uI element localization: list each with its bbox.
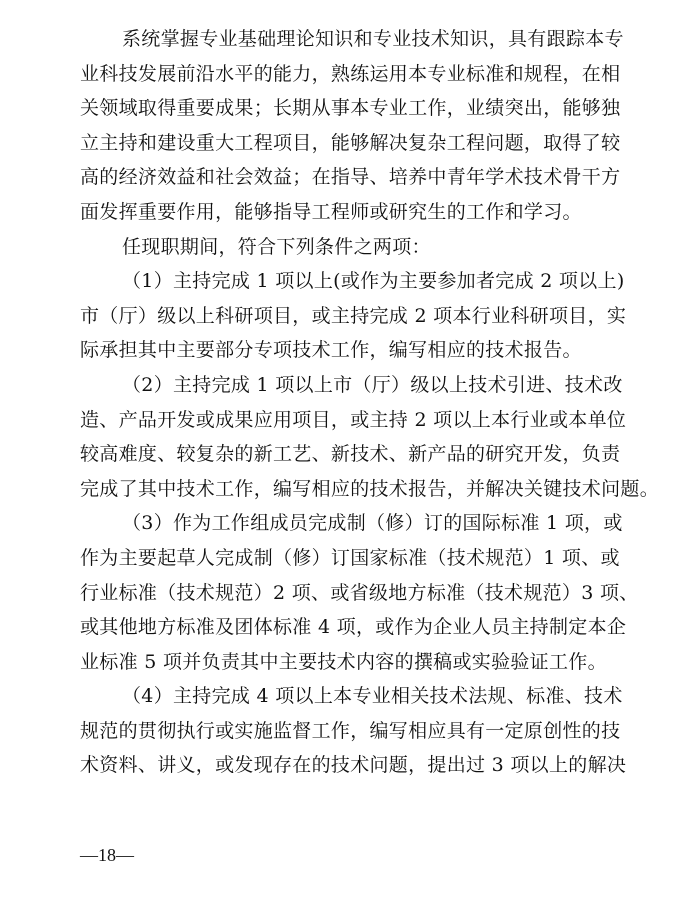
text-line: 际承担其中主要部分专项技术工作，编写相应的技术报告。 xyxy=(80,339,582,362)
text-line: 高的经济效益和社会效益；在指导、培养中青年学术技术骨干方 xyxy=(80,166,621,189)
text-line: 市（厅）级以上科研项目，或主持完成 2 项本行业科研项目，实 xyxy=(80,304,627,327)
text-line: （1）主持完成 1 项以上(或作为主要参加者完成 2 项以上) xyxy=(122,270,625,293)
text-line: 或其他地方标准及团体标准 4 项，或作为企业人员主持制定本企 xyxy=(80,616,627,639)
text-line: 作为主要起草人完成制（修）订国家标准（技术规范）1 项、或 xyxy=(80,546,620,569)
text-line: 完成了其中技术工作，编写相应的技术报告，并解决关键技术问题。 xyxy=(80,477,660,500)
paragraph-qualifications xyxy=(80,22,624,230)
text-line: 较高难度、较复杂的新工艺、新技术、新产品的研究开发，负责 xyxy=(80,443,621,466)
paragraph-item-3 xyxy=(80,506,639,679)
text-line: 立主持和建设重大工程项目，能够解决复杂工程问题，取得了较 xyxy=(80,131,621,154)
text-line: 任现职期间，符合下列条件之两项： xyxy=(122,235,431,258)
text-line: 关领域取得重要成果；长期从事本专业工作，业绩突出，能够独 xyxy=(80,97,621,120)
text-line: 业标准 5 项并负责其中主要技术内容的撰稿或实验验证工作。 xyxy=(80,650,607,673)
text-line: 规范的贯彻执行或实施监督工作，编写相应具有一定原创性的技 xyxy=(80,719,621,742)
text-line: 行业标准（技术规范）2 项、或省级地方标准（技术规范）3 项、 xyxy=(80,581,639,604)
text-line: 术资料、讲义，或发现存在的技术问题，提出过 3 项以上的解决 xyxy=(80,754,627,777)
paragraph-item-4 xyxy=(80,679,627,783)
text-line: （4）主持完成 4 项以上本专业相关技术法规、标准、技术 xyxy=(122,685,623,708)
text-line: （3）作为工作组成员完成制（修）订的国际标准 1 项，或 xyxy=(122,512,623,535)
document-body xyxy=(80,22,660,783)
text-line: 系统掌握专业基础理论知识和专业技术知识，具有跟踪本专 xyxy=(122,28,624,50)
paragraph-item-2 xyxy=(80,368,660,506)
text-line: （2）主持完成 1 项以上市（厅）级以上技术引进、技术改 xyxy=(122,373,623,396)
paragraph-item-1 xyxy=(80,264,627,368)
paragraph-conditions-intro xyxy=(80,230,617,265)
page-number: —18— xyxy=(80,845,134,865)
text-line: 造、产品开发或成果应用项目，或主持 2 项以上本行业或本单位 xyxy=(80,408,627,431)
text-line: 业科技发展前沿水平的能力，熟练运用本专业标准和规程，在相 xyxy=(80,62,621,85)
text-line: 面发挥重要作用，能够指导工程师或研究生的工作和学习。 xyxy=(80,200,582,223)
